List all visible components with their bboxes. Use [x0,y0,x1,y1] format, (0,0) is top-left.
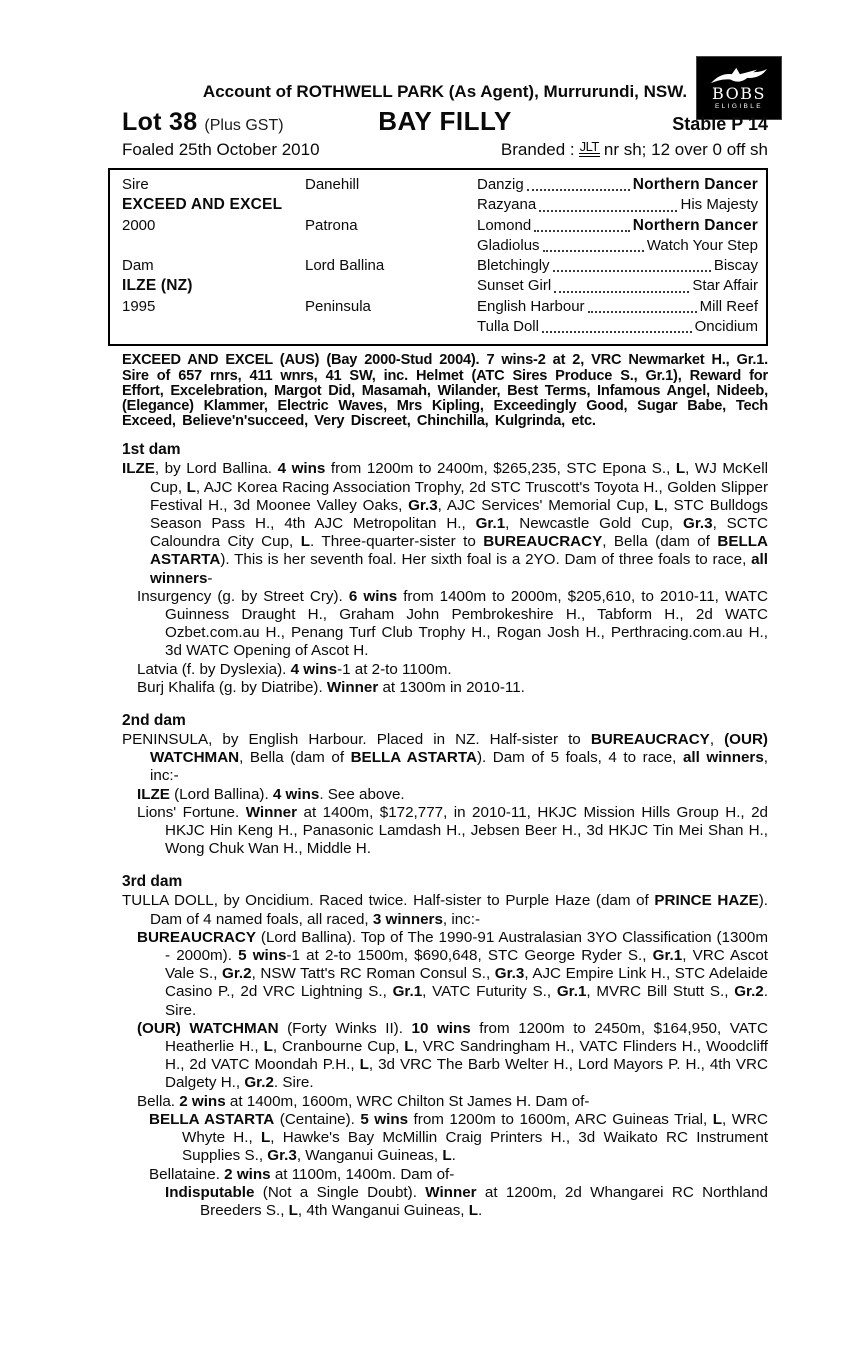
entry-ilze-2: ILZE (Lord Ballina). 4 wins. See above. [137,785,405,803]
dot-leader [588,311,697,313]
catalog-content [108,82,768,1220]
sire-year: 2000 [122,216,156,234]
stable-number: Stable P 14 [672,114,768,134]
horse-title: BAY FILLY [378,106,512,136]
account-line: Account of ROTHWELL PARK (As Agent), Murrurundi, NSW. [202,82,688,101]
dot-leader [554,291,689,293]
dam-year: 1995 [122,297,156,315]
sire-name: EXCEED AND EXCEL [122,196,283,214]
ancestor-row [477,256,758,276]
ancestor-parent: Northern Dancer [632,176,758,193]
entry-lions-fortune: Lions' Fortune. Winner at 1400m, $172,777, in 2010-11, HKJC Mission Hills Group H., 2d HKJC Hin Keng H., Panasonic Lamdash H., Jebsen Beer H., 3d HKJC Tin Mei Shan H., Wong Chuk Wan H., Middle H. [137,803,768,858]
entry-bella: Bella. 2 wins at 1400m, 1600m, WRC Chilton St James H. Dam of- [137,1092,590,1110]
lot-left [122,108,378,137]
ancestor-name: Tulla Doll [477,318,539,336]
ancestor-row [477,276,758,296]
sire-record-blurb: EXCEED AND EXCEL (AUS) (Bay 2000-Stud 2004). 7 wins-2 at 2, VRC Newmarket H., Gr.1. Sire of 657 rnrs, 411 wnrs, 41 SW, inc. Helmet (ATC Sires Produce S., Gr.1), Reward for Effort, Excelebration, Margot Did, Masamah, Wilander, Best Terms, Infamous Angel, Nideeb, (Elegance) Klammer, Electric Waves, Mrs Kipling, Exceedingly Good, Sugar Babe, Tech Exceed, Believe'n'succeed, Very Discreet, Chinchilla, Kulgrinda, etc. [122,352,768,430]
dot-leader [534,230,629,232]
branded-suffix: nr sh; 12 over 0 off sh [603,140,768,159]
ancestor-name: Sunset Girl [477,277,552,295]
section-heading-3rd-dam: 3rd dam [122,873,183,891]
gst-note: (Plus GST) [204,117,284,134]
entry-latvia: Latvia (f. by Dyslexia). 4 wins-1 at 2-to 1100m. [137,660,452,678]
ancestor-row [477,216,758,236]
entry-our-watchman: (OUR) WATCHMAN (Forty Winks II). 10 wins from 1200m to 2450m, $164,950, VATC Heatherlie H., L, Cranbourne Cup, L, VRC Sandringham H., VATC Flinders H., Woodcliff H., 2d VATC Moondah P.H., L, 3d VRC The Barb Welter H., Lord Mayors P. H., 4th VRC Dalgety H., Gr.2. Sire. [137,1019,768,1092]
dot-leader [542,331,692,333]
lot-row [122,106,768,137]
ancestor-name: Lomond [477,216,532,234]
bobs-logo-subtitle: ELIGIBLE [714,102,764,110]
entry-insurgency: Insurgency (g. by Street Cry). 6 wins from 1400m to 2000m, $205,610, to 2010-11, WATC Guinness Draught H., Graham John Pembrokeshire H., Tabform H., 2d WATC Ozbet.com.au H., Penang Turf Club Trophy H., Rogan Josh H., Perthracing.com.au H., 3d WATC Opening of Ascot H. [137,587,768,660]
section-heading-2nd-dam: 2nd dam [122,712,186,730]
sire-sire: Danehill [305,176,360,193]
ancestor-parent: Biscay [713,257,758,275]
ancestor-row [477,175,758,195]
dam-label: Dam [122,257,154,275]
brand-mark: JLT [579,140,600,157]
ancestor-name: English Harbour [477,297,585,315]
ancestor-parent: Northern Dancer [632,216,758,234]
sire-dam: Patrona [305,216,358,234]
ancestor-name: Bletchingly [477,257,550,275]
entry-peninsula: PENINSULA, by English Harbour. Placed in NZ. Half-sister to BUREAUCRACY, (OUR) WATCHMAN, Bella (dam of BELLA ASTARTA). Dam of 5 foals, 4 to race, all winners, inc:- [122,731,769,785]
dam-dam: Peninsula [305,297,371,315]
branded-info [501,139,768,161]
sire-label: Sire [122,176,149,193]
dot-leader [527,189,630,191]
dot-leader [553,270,711,272]
ancestor-row [477,317,758,337]
ancestor-name: Gladiolus [477,236,540,254]
dot-leader [539,210,677,212]
pedigree-table [108,168,768,346]
entry-tulla-doll: TULLA DOLL, by Oncidium. Raced twice. Half-sister to Purple Haze (dam of PRINCE HAZE). Dam of 4 named foals, all raced, 3 winners, inc:- [122,892,768,928]
ancestor-parent: Watch Your Step [646,236,758,254]
ancestor-parent: Oncidium [694,318,758,336]
bobs-logo-title: BOBS [712,83,766,103]
dot-leader [543,250,644,252]
dam-sire: Lord Ballina [305,257,385,275]
entry-ilze: ILZE, by Lord Ballina. 4 wins from 1200m to 2400m, $265,235, STC Epona S., L, WJ McKell Cup, L, AJC Korea Racing Association Trophy, 2d STC Truscott's Toyota H., Golden Slipper Festival H., 3d Moonee Valley Oaks, Gr.3, AJC Services' Memorial Cup, L, STC Bulldogs Season Pass H., 4th AJC Metropolitan H., Gr.1, Newcastle Gold Cup, Gr.3, SCTC Caloundra City Cup, L. Three-quarter-sister to BUREAUCRACY, Bella (dam of BELLA ASTARTA). This is her seventh foal. Her sixth foal is a 2YO. Dam of three foals to race, all winners- [122,460,769,587]
ancestor-row [477,236,758,256]
entry-bella-astarta: BELLA ASTARTA (Centaine). 5 wins from 1200m to 1600m, ARC Guineas Trial, L, WRC Whyte H., L, Hawke's Bay McMillin Craig Printers H., 3d Waikato RC Instrument Supplies S., Gr.3, Wanganui Guineas, L. [149,1110,768,1165]
branded-prefix: Branded : [500,140,575,159]
entry-bellataine: Bellataine. 2 wins at 1100m, 1400m. Dam of- [149,1165,455,1183]
entry-burj-khalifa: Burj Khalifa (g. by Diatribe). Winner at 1300m in 2010-11. [137,678,525,696]
ancestor-name: Danzig [477,176,524,193]
entry-indisputable: Indisputable (Not a Single Doubt). Winner at 1200m, 2d Whangarei RC Northland Breeders S., L, 4th Wanganui Guineas, L. [165,1183,768,1219]
entry-bureaucracy: BUREAUCRACY (Lord Ballina). Top of The 1990-91 Australasian 3YO Classification (1300m - 2000m). 5 wins-1 at 2-to 1500m, $690,648, STC George Ryder S., Gr.1, VRC Ascot Vale S., Gr.2, NSW Tatt's RC Roman Consul S., Gr.3, AJC Empire Link H., STC Adelaide Casino P., 2d VRC Lightning S., Gr.1, VATC Futurity S., Gr.1, MVRC Bill Stutt S., Gr.2. Sire. [137,928,768,1019]
ancestor-parent: His Majesty [680,196,758,214]
section-heading-1st-dam: 1st dam [122,441,181,459]
foaled-date: Foaled 25th October 2010 [122,140,320,159]
foaled-row [122,139,768,161]
ancestor-row [477,195,758,215]
ancestor-parent: Mill Reef [699,297,758,315]
lot-number: Lot 38 [122,108,198,136]
ancestor-name: Razyana [477,196,537,214]
ancestor-parent: Star Affair [692,277,758,295]
dam-name: ILZE (NZ) [122,277,193,295]
ancestor-row [477,297,758,317]
